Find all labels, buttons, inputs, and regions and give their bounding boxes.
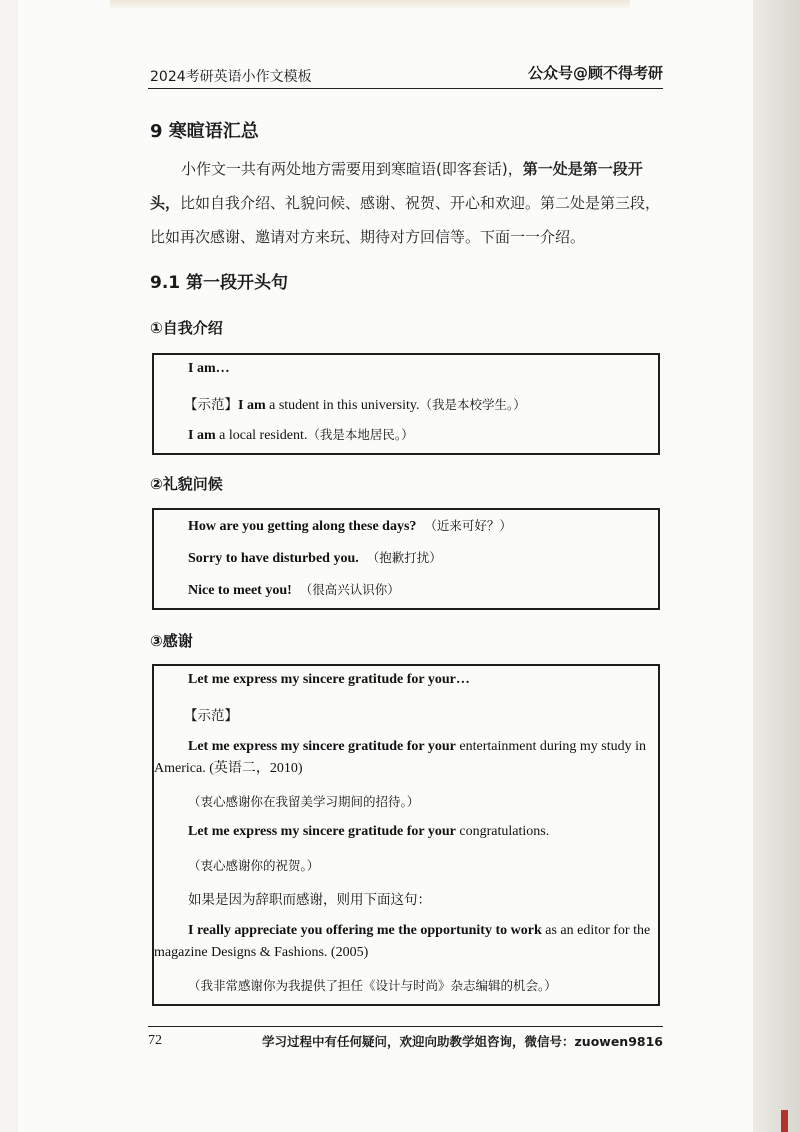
greeting-line-1 xyxy=(188,516,512,535)
intro-line-1: I am… xyxy=(188,361,230,376)
section-title: 9 寒暄语汇总 xyxy=(150,121,259,142)
greeting-line-3-zh: （很高兴认识你） xyxy=(299,582,400,597)
greeting-line-2-en: Sorry to have disturbed you. xyxy=(188,551,359,566)
thanks-line-8 xyxy=(154,920,654,964)
example-tag: 【示范】 xyxy=(184,708,238,724)
page-footer xyxy=(148,1026,663,1051)
greeting-line-3 xyxy=(188,580,400,599)
intro-line-2-bold: I am xyxy=(238,398,266,413)
intro-box xyxy=(152,353,660,455)
thanks-line-3-text: entertainment during my study in America. xyxy=(154,739,647,776)
greeting-line-3-en: Nice to meet you! xyxy=(188,583,292,598)
intro-title: ①自我介绍 xyxy=(150,319,223,337)
thanks-line-8-text: as an editor for the magazine Designs & Fashions. (2005) xyxy=(154,923,651,960)
para-part-1: 小作文一共有两处地方需要用到寒暄语(即客套话)， xyxy=(181,160,523,178)
para-bold: 第一处是第一段开头， xyxy=(150,160,643,212)
intro-line-3-bold: I am xyxy=(188,428,216,443)
thanks-line-1: Let me express my sincere gratitude for your… xyxy=(188,672,470,687)
greeting-box xyxy=(152,508,660,610)
section-paragraph xyxy=(150,152,666,254)
red-mark xyxy=(781,1110,788,1132)
greeting-title: ②礼貌问候 xyxy=(150,475,223,493)
thanks-line-4: （衷心感谢你在我留美学习期间的招待。） xyxy=(188,794,420,809)
example-tag: 【示范】 xyxy=(184,397,238,413)
thanks-line-5 xyxy=(188,824,549,840)
thanks-line-6: （衷心感谢你的祝贺。） xyxy=(188,858,320,873)
greeting-line-2 xyxy=(188,548,442,567)
intro-line-2 xyxy=(184,393,526,414)
thanks-line-9: （我非常感谢你为我提供了担任《设计与时尚》杂志编辑的机会。） xyxy=(188,978,557,993)
page-number: 72 xyxy=(148,1033,162,1048)
greeting-line-2-zh: （抱歉打扰） xyxy=(366,550,442,565)
thanks-line-3-bold: Let me express my sincere gratitude for your xyxy=(188,739,456,754)
intro-line-2-zh: （我是本校学生。） xyxy=(419,397,526,412)
thanks-line-8-bold: I really appreciate you offering me the opportunity to work xyxy=(188,923,542,938)
page-header xyxy=(148,60,663,89)
footer-note: 学习过程中有任何疑问，欢迎向助教学姐咨询，微信号：zuowen9816 xyxy=(262,1034,663,1049)
intro-line-3 xyxy=(188,425,414,444)
intro-line-3-zh: （我是本地居民。） xyxy=(307,427,414,442)
intro-line-3-text: a local resident. xyxy=(215,428,308,443)
header-title: 2024考研英语小作文模板 xyxy=(150,69,312,85)
page-edge xyxy=(753,0,800,1132)
thanks-title: ③感谢 xyxy=(150,632,193,650)
para-part-2: 比如自我介绍、礼貌问候、感谢、祝贺、开心和欢迎。第二处是第三段，比如再次感谢、邀请对方来玩、期待对方回信等。下面一一介绍。 xyxy=(150,194,661,246)
greeting-line-1-en: How are you getting along these days? xyxy=(188,519,417,534)
thanks-box xyxy=(152,664,660,1006)
greeting-line-1-zh: （近来可好？） xyxy=(424,518,512,533)
thanks-line-7: 如果是因为辞职而感谢，则用下面这句： xyxy=(188,892,431,908)
intro-line-2-text: a student in this university. xyxy=(265,398,420,413)
thanks-line-3-source: (英语二，2010) xyxy=(205,761,303,776)
thanks-line-5-bold: Let me express my sincere gratitude for your xyxy=(188,824,456,839)
subsection-title: 9.1 第一段开头句 xyxy=(150,273,289,293)
header-account: 公众号@顾不得考研 xyxy=(527,64,663,82)
thanks-line-3 xyxy=(154,736,654,780)
thanks-line-5-text: congratulations. xyxy=(455,824,550,839)
top-edge xyxy=(110,0,630,8)
